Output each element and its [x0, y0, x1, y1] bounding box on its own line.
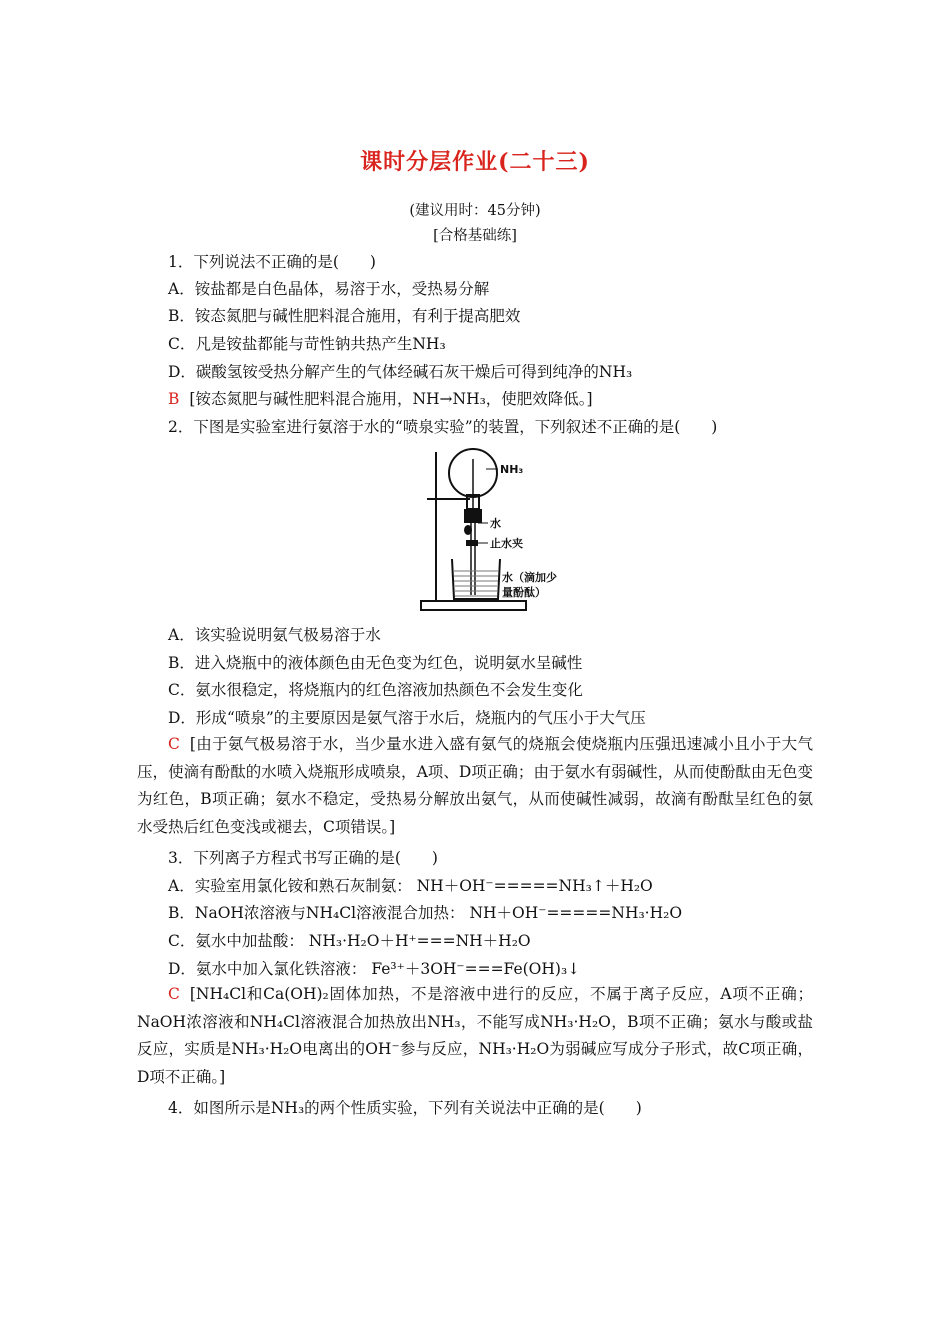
label-nh3: NH₃ [500, 463, 524, 476]
q3-stem: 3．下列离子方程式书写正确的是( ) [168, 849, 438, 867]
q2-stem: 2．下图是实验室进行氨溶于水的“喷泉实验”的装置，下列叙述不正确的是( ) [168, 418, 718, 436]
label-water: 水 [490, 517, 501, 530]
q3-option-c: C．氨水中加盐酸： NH₃·H₂O＋H⁺===NH＋H₂O [168, 932, 531, 950]
label-clamp: 止水夹 [490, 537, 523, 550]
q4-stem: 4．如图所示是NH₃的两个性质实验，下列有关说法中正确的是( ) [168, 1099, 642, 1117]
beaker [452, 559, 500, 599]
q3-answer [137, 981, 813, 1091]
q1-option-b: B．铵态氮肥与碱性肥料混合施用，有利于提高肥效 [168, 307, 521, 325]
q1-answer [168, 387, 593, 409]
label-beaker-line1: 水（滴加少 [502, 571, 557, 584]
water-dropper [464, 525, 472, 535]
pinch-clamp [466, 540, 478, 546]
q3-option-a: A．实验室用氯化铵和熟石灰制氨： NH＋OH⁻=====NH₃↑＋H₂O [168, 877, 653, 895]
page-title: 课时分层作业(二十三) [360, 149, 590, 175]
q1-option-c: C．凡是铵盐都能与苛性钠共热产生NH₃ [168, 335, 446, 353]
label-beaker-line2: 量酚酞） [502, 586, 546, 599]
q1-explanation: [铵态氮肥与碱性肥料混合施用，NH→NH₃，使肥效降低。] [189, 390, 593, 408]
q3-option-b: B．NaOH浓溶液与NH₄Cl溶液混合加热： NH＋OH⁻=====NH₃·H₂O [168, 904, 683, 922]
q2-answer-letter: C [168, 735, 180, 753]
fountain-apparatus-figure [418, 447, 578, 615]
q1-option-d: D．碳酸氢铵受热分解产生的气体经碱石灰干燥后可得到纯净的NH₃ [168, 363, 633, 381]
q2-answer [137, 731, 813, 841]
q2-explanation: [由于氨气极易溶于水，当少量水进入盛有氨气的烧瓶会使烧瓶内压强迅速减小且小于大气压，使滴有酚酞的水喷入烧瓶形成喷泉，A项、D项正确；由于氨水有弱碱性，从而使酚酞由无色变为红色，B项正确；氨水不稳定，受热易分解放出氨气，从而使碱性减弱，故滴有酚酞呈红色的氨水受热后红色变浅或褪去，C项错误。] [137, 735, 813, 836]
q3-explanation: [NH₄Cl和Ca(OH)₂固体加热，不是溶液中进行的反应，不属于离子反应，A项不正确；NaOH浓溶液和NH₄Cl溶液混合加热放出NH₃，不能写成NH₃·H₂O，B项不正确；氨水与酸或盐反应，实质是NH₃·H₂O电离出的OH⁻参与反应，NH₃·H₂O为弱碱应写成分子形式，故C项正确，D项不正确。] [137, 985, 813, 1086]
q3-option-d: D．氨水中加入氯化铁溶液： Fe³⁺＋3OH⁻===Fe(OH)₃↓ [168, 960, 581, 978]
stand-base [421, 601, 526, 610]
rubber-stopper [464, 509, 482, 523]
q1-option-a: A．铵盐都是白色晶体，易溶于水，受热易分解 [168, 280, 490, 298]
q3-answer-letter: C [168, 985, 180, 1003]
q2-option-a: A．该实验说明氨气极易溶于水 [168, 626, 381, 644]
q2-option-b: B．进入烧瓶中的液体颜色由无色变为红色，说明氨水呈碱性 [168, 654, 583, 672]
time-hint: (建议用时：45分钟) [409, 203, 541, 219]
q2-option-d: D．形成“喷泉”的主要原因是氨气溶于水后，烧瓶内的气压小于大气压 [168, 709, 646, 727]
q1-stem: 1．下列说法不正确的是( ) [168, 253, 376, 271]
section-heading: [合格基础练] [433, 228, 517, 244]
q1-answer-letter: B [168, 390, 180, 408]
q2-option-c: C．氨水很稳定，将烧瓶内的红色溶液加热颜色不会发生变化 [168, 681, 583, 699]
